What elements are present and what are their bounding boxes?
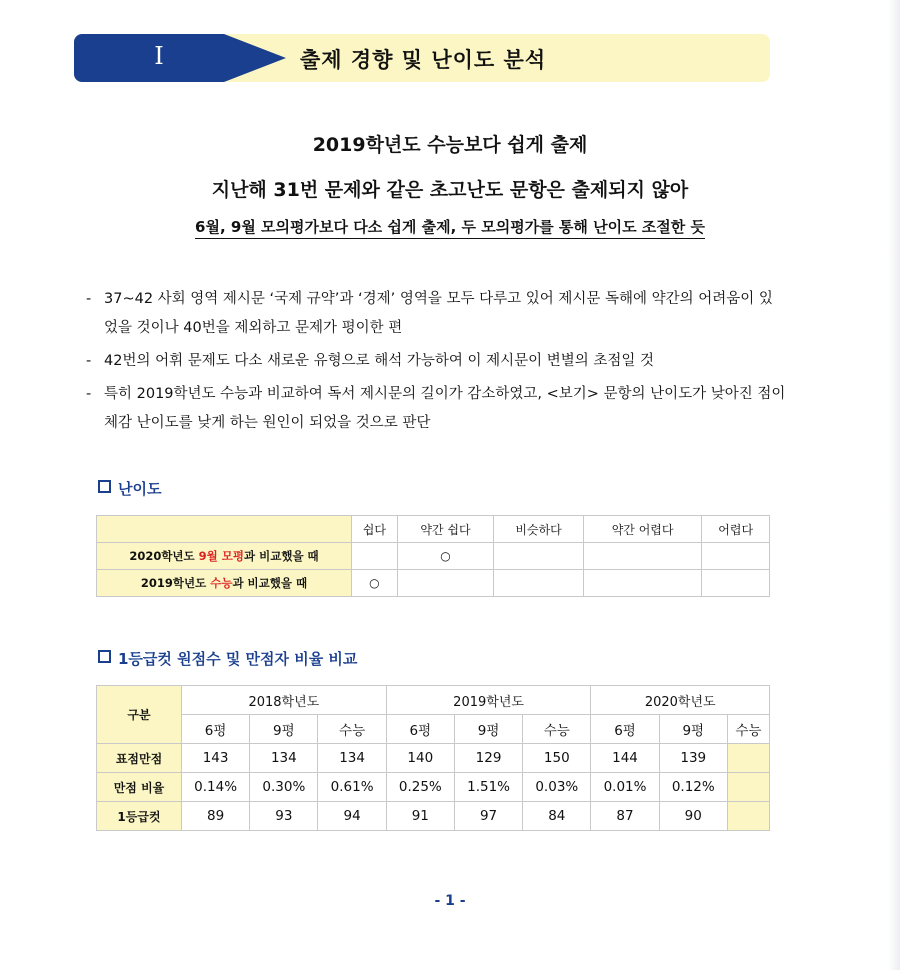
square-bullet-icon [98, 480, 111, 493]
headline-sub: 지난해 31번 문제와 같은 초고난도 문항은 출제되지 않아 [211, 179, 689, 201]
exam-header: 9평 [454, 715, 522, 744]
column-header: 약간 쉽다 [397, 516, 494, 543]
row-label: 1등급컷 [97, 802, 182, 831]
rating-cell [583, 570, 702, 597]
value-cell: 134 [318, 744, 386, 773]
bullet-dash: - [86, 291, 92, 307]
value-cell: 144 [591, 744, 659, 773]
rating-cell [352, 543, 398, 570]
value-cell: 129 [454, 744, 522, 773]
rating-cell [494, 543, 583, 570]
value-cell: 90 [659, 802, 727, 831]
row-label [97, 543, 352, 570]
year-header: 2019학년도 [386, 686, 591, 715]
row-label-prefix: 2020학년도 [129, 549, 199, 563]
bullet-dash: - [86, 386, 92, 402]
exam-header: 6평 [386, 715, 454, 744]
column-header: 어렵다 [702, 516, 770, 543]
bullet-item [86, 285, 786, 343]
value-cell: 0.14% [182, 773, 250, 802]
exam-header: 9평 [659, 715, 727, 744]
row-label-highlight: 9월 모평 [198, 549, 244, 563]
row-label [97, 570, 352, 597]
rating-cell [583, 543, 702, 570]
value-cell: 134 [250, 744, 318, 773]
value-cell: 139 [659, 744, 727, 773]
column-header: 비슷하다 [494, 516, 583, 543]
value-cell: 0.12% [659, 773, 727, 802]
table-corner-cell [97, 516, 352, 543]
bullet-dash: - [86, 353, 92, 369]
exam-header: 9평 [250, 715, 318, 744]
bullet-text: 42번의 어휘 문제도 다소 새로운 유형으로 해석 가능하여 이 제시문이 변별의 초점일 것 [104, 353, 654, 369]
table-header-row [97, 516, 770, 543]
rating-cell [494, 570, 583, 597]
rating-cell [702, 543, 770, 570]
exam-header: 수능 [523, 715, 591, 744]
value-cell: 87 [591, 802, 659, 831]
grade-cut-heading [98, 648, 357, 669]
bullet-text: 37~42 사회 영역 제시문 ‘국제 규약’과 ‘경제’ 영역을 모두 다루고 있어 제시문 독해에 약간의 어려움이 있었을 것이나 40번을 제외하고 문제가 평이한 편 [104, 291, 773, 336]
year-header: 2020학년도 [591, 686, 770, 715]
value-cell: 0.25% [386, 773, 454, 802]
section-number-badge [74, 34, 224, 82]
row-label-highlight: 수능 [210, 576, 233, 590]
rating-cell: ○ [352, 570, 398, 597]
grade-cut-heading-text: 1등급컷 원점수 및 만점자 비율 비교 [118, 650, 358, 668]
table-row [97, 773, 770, 802]
exam-header: 수능 [318, 715, 386, 744]
page-number: - 1 - [434, 893, 466, 909]
exam-header: 수능 [727, 715, 769, 744]
value-cell: 1.51% [454, 773, 522, 802]
exam-header: 6평 [591, 715, 659, 744]
table-row [97, 802, 770, 831]
analysis-bullet-list [86, 285, 786, 442]
column-header: 쉽다 [352, 516, 398, 543]
section-title: 출제 경향 및 난이도 분석 [300, 48, 547, 72]
row-label-suffix: 과 비교했을 때 [244, 549, 319, 563]
value-cell: 0.03% [523, 773, 591, 802]
value-cell: 150 [523, 744, 591, 773]
table-header-row [97, 715, 770, 744]
rating-cell: ○ [397, 543, 494, 570]
table-header-row [97, 686, 770, 715]
value-cell: 0.61% [318, 773, 386, 802]
value-cell: 140 [386, 744, 454, 773]
value-cell: 0.30% [250, 773, 318, 802]
value-cell: 91 [386, 802, 454, 831]
bullet-text: 특히 2019학년도 수능과 비교하여 독서 제시문의 길이가 감소하였고, <보기> 문항의 난이도가 낮아진 점이 체감 난이도를 낮게 하는 원인이 되었을 것으로 판단 [104, 386, 786, 431]
difficulty-table [96, 515, 770, 597]
table-corner-cell: 구분 [97, 686, 182, 744]
section-banner [74, 34, 770, 82]
difficulty-heading [98, 478, 161, 499]
value-cell: 143 [182, 744, 250, 773]
grade-cut-table [96, 685, 770, 831]
bullet-item [86, 380, 786, 438]
banner-arrow-shape [224, 34, 286, 82]
headline-main: 2019학년도 수능보다 쉽게 출제 [312, 134, 588, 156]
table-row [97, 543, 770, 570]
row-label-prefix: 2019학년도 [140, 576, 211, 590]
value-cell: 0.01% [591, 773, 659, 802]
rating-cell [702, 570, 770, 597]
year-header: 2018학년도 [182, 686, 387, 715]
row-label: 표점만점 [97, 744, 182, 773]
rating-cell [397, 570, 494, 597]
table-row [97, 744, 770, 773]
value-cell: 89 [182, 802, 250, 831]
square-bullet-icon [98, 650, 111, 663]
value-cell: 93 [250, 802, 318, 831]
difficulty-heading-text: 난이도 [118, 480, 162, 498]
headline-summary [0, 216, 900, 237]
value-cell-empty [727, 773, 769, 802]
column-header: 약간 어렵다 [583, 516, 702, 543]
headline-summary-text: 6월, 9월 모의평가보다 다소 쉽게 출제, 두 모의평가를 통해 난이도 조절한 듯 [195, 218, 705, 239]
table-row [97, 570, 770, 597]
bullet-item [86, 347, 786, 376]
value-cell-empty [727, 744, 769, 773]
value-cell: 94 [318, 802, 386, 831]
value-cell: 84 [523, 802, 591, 831]
exam-header: 6평 [182, 715, 250, 744]
section-number: Ⅰ [154, 42, 164, 70]
row-label-suffix: 과 비교했을 때 [232, 576, 308, 590]
row-label: 만점 비율 [97, 773, 182, 802]
value-cell: 97 [454, 802, 522, 831]
value-cell-empty [727, 802, 769, 831]
